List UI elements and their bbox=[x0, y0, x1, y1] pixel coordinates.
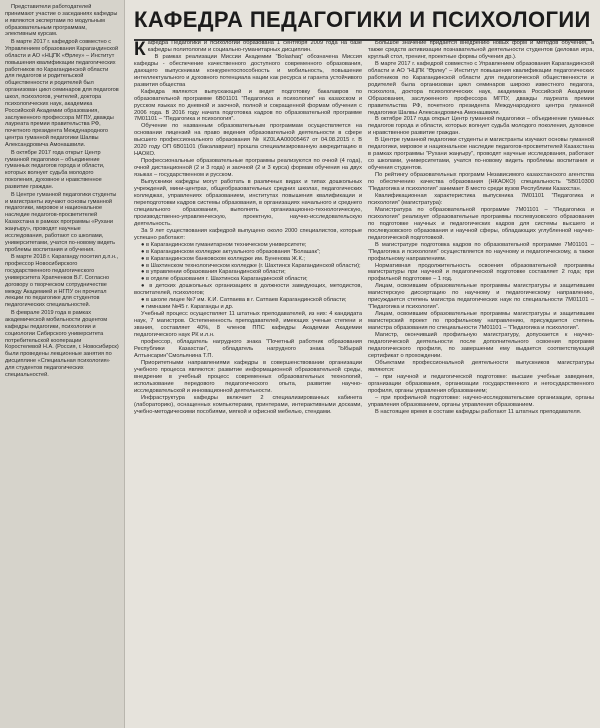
article-paragraph: В рамках реализации Миссии Академии “Bolashaq” обозначена Миссия кафедры - обеспечение качественного доступного современного образования, дающего выпускникам конкурентоспособность и мобильность, повышение интеллектуального и духовного потенциала нации как ресурса и гаранта устойчивого развития общества bbox=[134, 53, 362, 88]
article-paragraph: Лицам, освоившим образовательные программы магистратуры и защитившим магистерскую диссертацию по научному и педагогическому направлению, присуждается степень магистра педагогических наук по специальности 7М01101 – “Педагогика и психология”. bbox=[368, 283, 594, 311]
list-item: ● в Карагандинском гуманитарном техническом университете; bbox=[141, 241, 307, 248]
list-item: ● в отделе образования г. Шахтинска Карагандинской области; bbox=[141, 276, 308, 283]
article-paragraph: Нормативная продолжительность освоения образовательной программы магистратуры при научной и педагогической подготовке составляет 2 года; при профильной подготовке – 1 год. bbox=[368, 262, 594, 283]
list-item: ● гимназии №45 г. Караганды и др. bbox=[141, 304, 234, 311]
article-header bbox=[134, 5, 592, 41]
sidebar-paragraph: В феврале 2019 года в рамках академической мобильности доцентом кафедры педагогики, психологии и социологии Сибирского университета потребительской кооперации Коростелевой Н.А. (Россия, г. Новосибирск) были проведены лекционные занятия по дисциплине «Специальная психология» для студентов педагогических специальностей. bbox=[5, 310, 119, 378]
list-item: ● в Шахтинском технологическом колледже (г. Шахтинск Карагандинской области); bbox=[141, 262, 361, 269]
sidebar-column bbox=[0, 0, 125, 728]
article-paragraph: В Центре гуманной педагогики студенты и магистранты изучают основы гуманной педагогики, мировое и национальное наследие педагогов-просветителей Казахстана в рамках программы “Рухани жаңғыру”, проводят научные исследования, работают со школами, университетами, учатся по-новому видеть проблемы воспитания и обучения студентов. bbox=[368, 137, 594, 172]
article-paragraph: Лицам, освоившим образовательные программы магистратуры и защитившим магистерский проект по профильному направлению, присуждается степень магистра образования по специальности 7М01101 – “Педагогика и психология”. bbox=[368, 311, 594, 332]
article-paragraph: В магистратуре подготовка кадров по образовательной программе 7М01101 – “Педагогика и психология” осуществляется по научному и педагогическому, а также профильному направлениям. bbox=[368, 241, 594, 262]
sidebar-paragraph: В Центре гуманной педагогики студенты и магистранты изучают основы гуманной педагогики, мировое и национальное наследие педагогов-просветителей Казахстана в рамках программы «Рухани жаңғыру», проводят научные исследования, работают со школами, университетами, учатся по-новому видеть проблемы воспитания и обучения. bbox=[5, 191, 117, 253]
sidebar-text bbox=[5, 4, 119, 380]
sidebar-paragraph: В октябре 2017 года открыт Центр гуманной педагогики – объединение гуманных педагогов города и области, которых волнует судьба молодого поколения, духовное и нравственное развитие граждан. bbox=[5, 149, 105, 190]
article-paragraph: Инфраструктура кафедры включает 2 специализированных кабинета (лабораторию), оснащенных компьютерами, принтерами, интерактивными досками, учебно-методическими пособиями, мягкой и офисной мебелью, стендами. bbox=[134, 394, 362, 415]
article-paragraph: Объектами профессиональной деятельности выпускников магистратуры являются: bbox=[368, 359, 594, 373]
drop-cap: К bbox=[134, 39, 146, 60]
sidebar-paragraph: Представители работодателей принимают участие о заседаниях кафедры и являются экспертами по модульным образовательным программам, элективным курсам. bbox=[5, 4, 118, 38]
article-paragraph: В октябре 2017 года открыт Центр гуманной педагогики – объединение гуманных педагогов города и области, которых волнует судьба молодого поколения, духовное и нравственное развитие граждан. bbox=[368, 116, 594, 137]
article-paragraph: В настоящее время в составе кафедры работают 11 штатных преподавателя. bbox=[375, 408, 582, 415]
article-title: КАФЕДРА ПЕДАГОГИКИ И ПСИХОЛОГИИ bbox=[134, 7, 591, 32]
article-paragraph: Учебный процесс осуществляет 11 штатных преподавателей, из них: 4 кандидата наук, 7 магистров. Остепененность преподавателей, имеющих ученые степени и звания, составляет 40%, 8 членов ППС кафедры Академии Академии педагогического наук РК и.л.н. bbox=[134, 311, 362, 339]
article-paragraph: Профессиональные образовательные программы реализуются по очной (4 года), очной дистанционной (2 и 3 года) и заочной (2 и 3 курса) формам обучения на двух языках – государственном и русском. bbox=[134, 158, 362, 179]
sidebar-paragraph: В марте 2018 г. Караганду посетил д.п.н., профессор Новосибирского государственного педагогического университета Храпченков В.Г. Согласно договору о творческом сотрудничестве между Академией и НГПУ он прочитал лекции по педагогике для студентов педагогических специальностей. bbox=[5, 254, 119, 309]
article-paragraph: Выпускники кафедры могут работать в различных видах и типах дошкольных учреждений, мини-центрах, общеобразовательных средних школах, педагогических колледжах, управлениях образованием, институтах повышения квалификации и переподготовки кадров системы образования, в организациях начального и среднего специального образования, выполнять организационно-технологическую, производственно-управленческую, проектную, научно-исследовательскую деятельность. bbox=[134, 179, 362, 227]
sidebar-paragraph: В марте 2017 г. кафедрой совместно с Управлением образования Карагандинской области и АО «НЦПК «Өрлеу» – Институт повышения квалификации педагогических работников по Карагандинской области для педагогов и родительской общественности и родителей был организован цикл семинаров для педагогов школ, психологов, учителей, доктора психологических наук, академика Российской Академии образования, заслуженного профессора МГПУ, дважды лауреата премии правительства РФ, почетного президента Международного центра гуманной педагогики Шалвы Александровича Амонашвили. bbox=[5, 39, 119, 148]
article-paragraph: – при профильной подготовке: научно-исследовательские организации, органы управления образованием, органы управления образованием. bbox=[368, 394, 594, 408]
article-paragraph: Кафедра являются выпускающей и ведет подготовку бакалавров по образовательной программе 6В01101 “Педагогика и психология” на казахском и русском языках по дневной и заочной, полной и сокращенной формам обучения с 2006 года. В 2016 году начата подготовка кадров по образовательной программе 7М01101 – “Педагогика и психология”. bbox=[134, 88, 362, 123]
article-paragraph: За 9 лет существования кафедрой выпущено около 2000 специалистов, которые успешно работают: bbox=[134, 227, 362, 241]
article-lead-text: афедра Педагогики и психологии образована 1 сентября 2009 года на базе кафедры политологии и социально-гуманитарных дисциплин. bbox=[147, 40, 362, 53]
article-paragraph bbox=[134, 39, 362, 60]
article-paragraph: По рейтингу образовательных программ Независимого казахстанского агентства по обеспечению качества образования (НКАОКО) специальность “5В010300 “Педагогика и психология” занимает 8 место среди вузов Республики Казахстан. bbox=[368, 172, 594, 193]
article-column-left bbox=[134, 40, 362, 415]
list-item: ● в Карагандинском колледже актуального образования “Болашак”; bbox=[141, 248, 321, 255]
article-paragraph: профессор, обладатель нагрудного знака “Почетный работник образования Республики Казахстан”, обладатель нагрудного знака “Ыбырай Алтынсарин”Смольянина Т.П. bbox=[134, 338, 362, 359]
article-column-right bbox=[368, 40, 594, 415]
list-item: ● в школе лицее №7 им. К.И. Сатпаева в г. Сатпаев Карагандинской области; bbox=[141, 297, 347, 304]
list-item: ● в Карагандинском банковском колледже им. Буненова Ж.К.; bbox=[141, 255, 305, 262]
article-paragraph: В марте 2017 г. кафедрой совместно с Управлением образования Карагандинской области и АО “НЦПК “Өрлеу” – Институт повышения квалификации педагогических работников по Карагандинской области для педагогической общественности и родителей была организован цикл семинаров широко известного педагога, психолога, доктора психологических наук, академика Российской Академии Образования, заслуженного профессора МГПУ, дважды лауреата премии правительства РФ, почетного президента Международного центра гуманной педагогики Шалвы Александровича Амонашвили. bbox=[368, 60, 594, 116]
article-paragraph: Большое значение придается внедрению новых форм и методов обучения, а также средств активизации познавательной деятельности студентов (деловая игра, круглый стол, тренинг, проектные формы обучения др.). bbox=[368, 40, 594, 60]
list-item: ● в детских дошкольных организациях в должности заведующих, методистов, воспитателей, психологов; bbox=[134, 283, 362, 297]
article-paragraph: Квалификационная характеристика выпускника 7М01101 “Педагогика и психология” (магистратура): bbox=[368, 192, 594, 206]
article-paragraph: Обучение по названным образовательным программам осуществляется на основании лицензий на право ведения образовательной деятельности в сфере высшего профессионального образования № КZ0LAA00005467 от 04.08.2015 г. В 2020 году ОП 6В01101 (бакалавриат) прошла специализированную аккредитацию в НАОКО. bbox=[134, 123, 362, 158]
list-item: ● в управлении образования Карагандинской области; bbox=[141, 269, 286, 276]
article-paragraph: Магистр, окончивший профильную магистратуру, допускается к научно-педагогической деятельности после дополнительного освоения программ педагогического профиля, по завершении ему выдается соответствующий сертификат о прохождении. bbox=[368, 332, 594, 359]
article-paragraph: Магистратура по образовательной программе 7М01101 – “Педагогика и психология” реализует образовательные программы послевузовского образования по подготовке научных и педагогических кадров для системы высшего и послевузовского образования и научной сферы, обладающих углубленной научно-педагогической подготовкой. bbox=[368, 206, 594, 241]
article-paragraph: Приоритетными направлениями кафедры в совершенствовании организации учебного процесса являются: развитие информационной образовательной среды, внедрение в учебный процесс современных образовательных технологий, использование передового педагогического опыта, развитие научно-исследовательской и инновационной деятельности. bbox=[134, 359, 362, 394]
article-paragraph: – при научной и педагогической подготовке: высшие учебные заведения, организации образования, организации государственного и негосударственного профиля, органы управления образованием; bbox=[368, 373, 594, 394]
